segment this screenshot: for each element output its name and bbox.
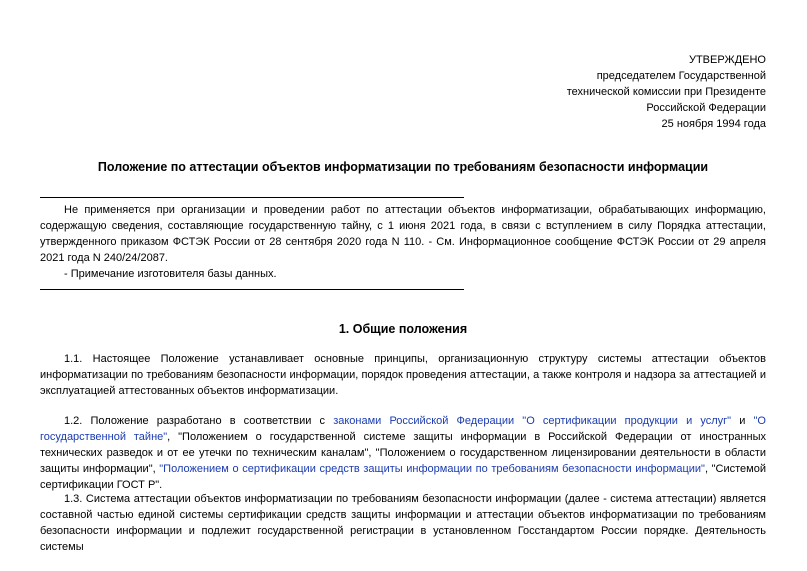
paragraph-fragment: , "Системой сертификации ГОСТ Р". (40, 463, 766, 491)
paragraph-1-2 (40, 413, 766, 493)
approval-line: председателем Государственной (596, 70, 766, 82)
certification-regulation-link[interactable]: "Положением о сертификации средств защиты информации по требованиям безопасности информации" (159, 463, 705, 475)
approval-line: Российской Федерации (646, 102, 766, 114)
approval-line: технической комиссии при Президенте (566, 86, 766, 98)
editor-note (40, 202, 766, 282)
note-source: - Примечание изготовителя базы данных. (64, 268, 277, 280)
paragraph-text (40, 413, 766, 493)
approval-line: УТВЕРЖДЕНО (688, 54, 766, 66)
paragraph-text: 1.1. Настоящее Положение устанавливает основные принципы, организационную структуру системы аттестации объектов информатизации по требованиям безопасности информации, порядок проведения аттестации, а также контроля и надзора за аттестацией и эксплуатацией аттестованных объектов информатизации. (40, 353, 766, 397)
section-title: 1. Общие положения (338, 322, 468, 336)
note-text: Не применяется при организации и проведении работ по аттестации объектов информатизации, обрабатывающих информацию, содержащую сведения, составляющие государственную тайну, с 1 июня 2021 года, в связи с вступлением в силу Порядка аттестации, утвержденного приказом ФСТЭК России от 28 сентября 2020 года N 110. - См. Информационное сообщение ФСТЭК России от 29 апреля 2021 года N 240/24/2087. (40, 204, 766, 264)
note-divider-bottom (40, 289, 464, 290)
paragraph-fragment: и (731, 415, 754, 427)
paragraph-1-1 (40, 351, 766, 399)
paragraph-fragment: 1.2. Положение разработано в соответствии с (64, 415, 334, 427)
state-secret-law-link[interactable]: "О государственной тайне" (40, 415, 766, 443)
note-divider-top (40, 197, 464, 198)
approval-date: 25 ноября 1994 года (661, 118, 766, 130)
paragraph-text: 1.3. Система аттестации объектов информатизации по требованиям безопасности информации (далее - система аттестации) является составной частью единой системы сертификации средств защиты информации и аттестации объектов информатизации по требованиям безопасности информации и подлежит государственной регистрации в установленном Госстандартом России порядке. Деятельность системы (40, 493, 766, 553)
document-title: Положение по аттестации объектов информатизации по требованиям безопасности информации (97, 160, 709, 174)
approval-block (567, 52, 766, 132)
law-certification-link[interactable]: законами Российской Федерации "О сертификации продукции и услуг" (333, 415, 732, 427)
paragraph-fragment: , "Положением о государственной системе защиты информации в Российской Федерации от иностранных технических разведок и от ее утечки по техническим каналам", "Положением о государственном лицензировании деятельности в области защиты информации", (40, 431, 766, 475)
paragraph-1-3 (40, 491, 766, 555)
